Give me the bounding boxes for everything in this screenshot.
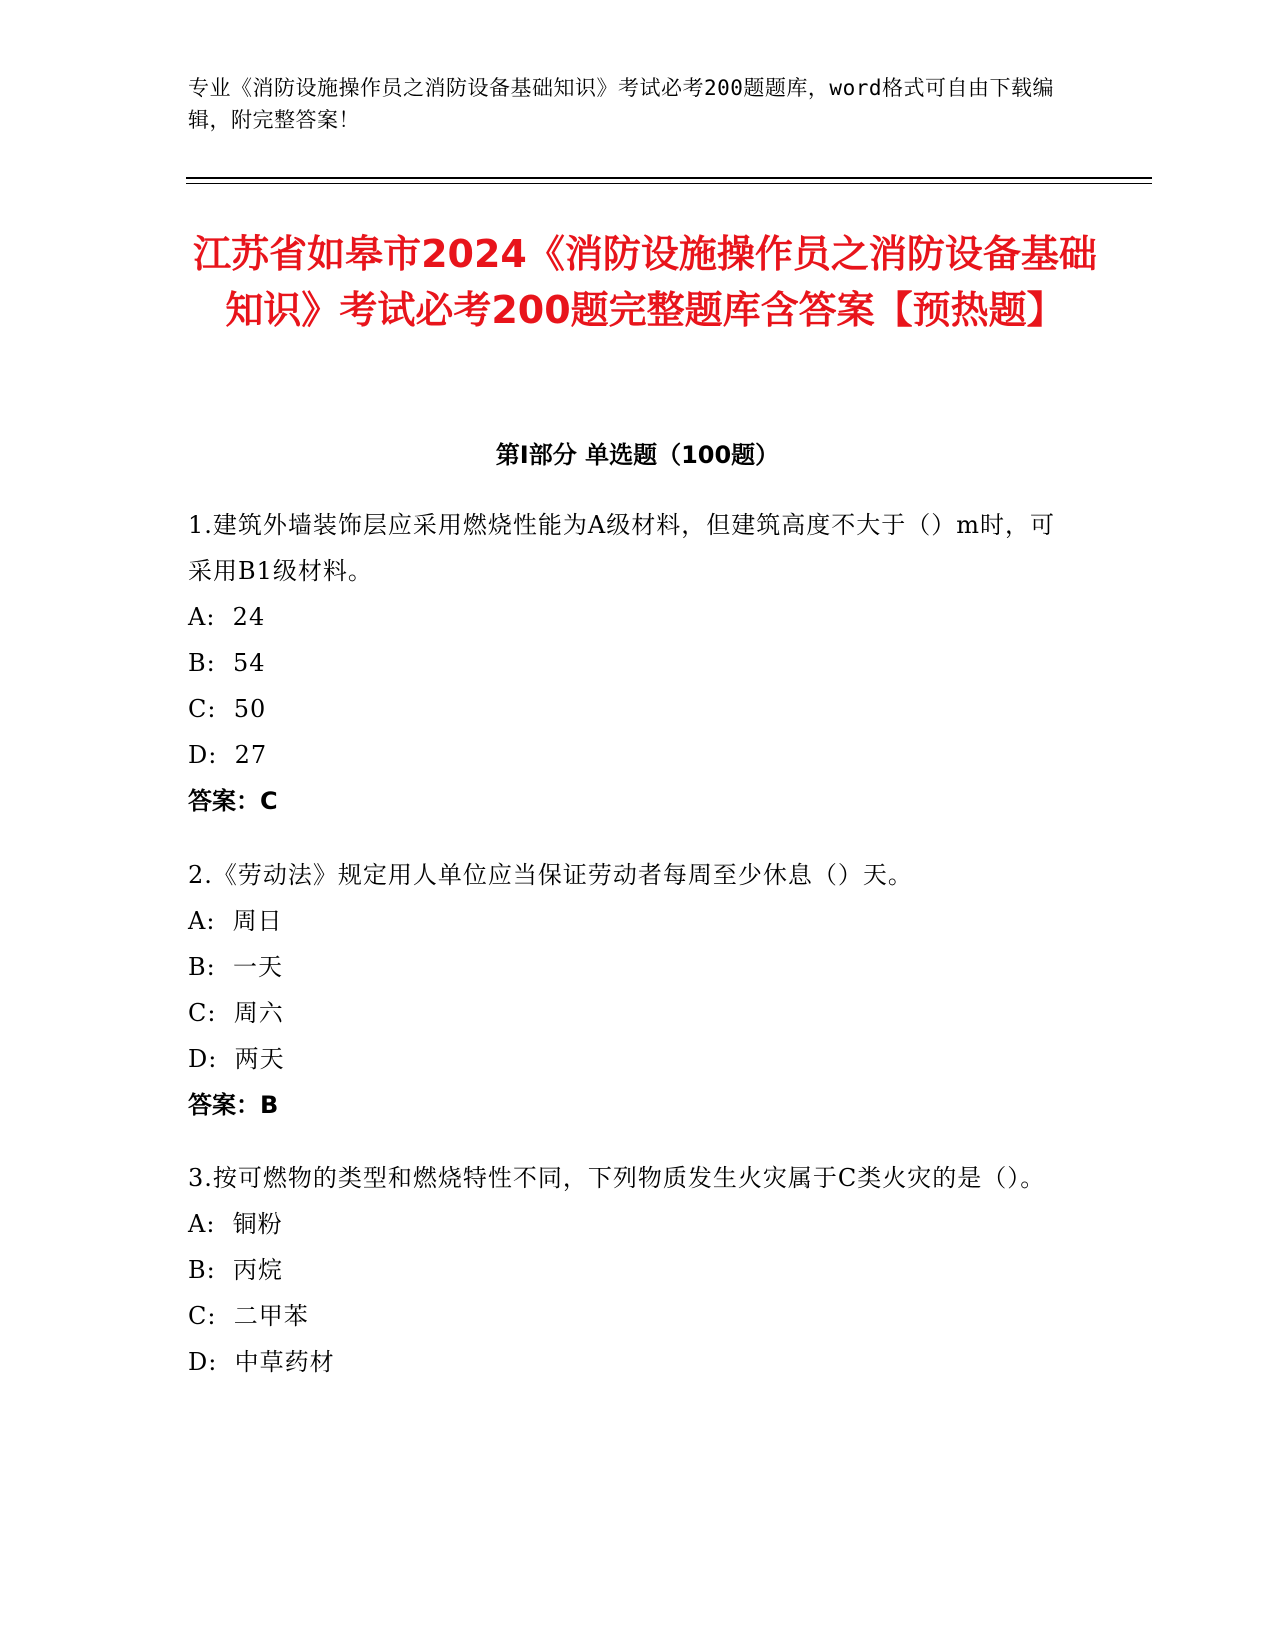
option-b: B: 丙烷 bbox=[188, 1256, 283, 1284]
answer: 答案：C bbox=[188, 787, 278, 815]
document-title: 江苏省如皋市2024《消防设施操作员之消防设备基础知识》考试必考200题完整题库含答案【预热题】 bbox=[193, 232, 1097, 332]
question-2 bbox=[188, 852, 1068, 1128]
option-c: C: 周六 bbox=[188, 999, 284, 1027]
header-note: 专业《消防设施操作员之消防设备基础知识》考试必考200题题库，word格式可自由下载编辑，附完整答案！ bbox=[188, 76, 1054, 132]
header-divider-thin bbox=[186, 183, 1152, 184]
header-divider-thick bbox=[186, 177, 1152, 179]
option-d: D: 中草药材 bbox=[188, 1348, 335, 1376]
question-1 bbox=[188, 502, 1068, 824]
option-c: C: 二甲苯 bbox=[188, 1302, 309, 1330]
question-text: 1.建筑外墙装饰层应采用燃烧性能为A级材料，但建筑高度不大于（）m时，可采用B1级材料。 bbox=[188, 511, 1055, 585]
option-d: D: 两天 bbox=[188, 1045, 285, 1073]
question-text: 3.按可燃物的类型和燃烧特性不同，下列物质发生火灾属于C类火灾的是（）。 bbox=[188, 1164, 1046, 1192]
answer: 答案：B bbox=[188, 1091, 279, 1119]
option-a: A: 周日 bbox=[188, 907, 283, 935]
option-b: B: 一天 bbox=[188, 953, 283, 981]
section-heading: 第Ⅰ部分 单选题（100题） bbox=[495, 441, 780, 469]
option-a: A: 24 bbox=[188, 603, 266, 631]
option-b: B: 54 bbox=[188, 649, 266, 677]
question-text: 2.《劳动法》规定用人单位应当保证劳动者每周至少休息（）天。 bbox=[188, 861, 913, 889]
option-d: D: 27 bbox=[188, 741, 268, 769]
option-a: A: 铜粉 bbox=[188, 1210, 283, 1238]
option-c: C: 50 bbox=[188, 695, 267, 723]
question-3 bbox=[188, 1155, 1068, 1385]
